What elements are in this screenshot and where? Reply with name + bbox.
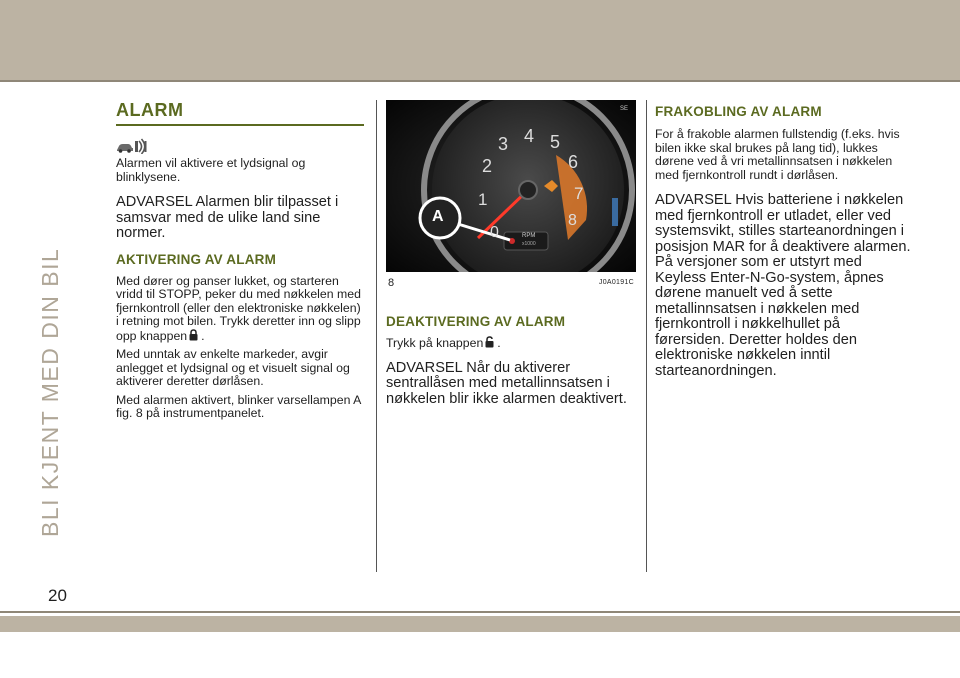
column-3 <box>655 100 911 379</box>
gauge-number-8: 8 <box>568 212 577 229</box>
gauge-number-2: 2 <box>482 156 493 176</box>
subheading-disconnect: FRAKOBLING AV ALARM <box>655 104 822 119</box>
subheading-deactivation: DEAKTIVERING AV ALARM <box>386 314 566 329</box>
car-alarm-icon <box>116 138 150 154</box>
gauge-number-4: 4 <box>524 126 535 146</box>
header-rule <box>0 80 960 82</box>
signal-text: Med unntak av enkelte markeder, avgir anlegget et lydsignal og et visuelt signal og aktiverer deretter dørlåsen. <box>116 347 350 388</box>
alarm-intro-text: Alarmen vil aktivere et lydsignal og blinklysene. <box>116 156 306 184</box>
gauge-number-7: 7 <box>574 184 584 203</box>
figure-code: J0A0191C <box>598 279 634 286</box>
deactivation-text-end: . <box>497 336 501 350</box>
footer-band <box>0 616 960 632</box>
gauge-number-1: 1 <box>478 190 488 209</box>
gauge-number-3: 3 <box>498 134 509 154</box>
rpm-label: RPM <box>522 233 536 239</box>
side-title <box>37 247 70 537</box>
callout-label-a: A <box>432 208 444 225</box>
lock-icon <box>189 329 198 341</box>
figure-number: 8 <box>388 277 395 289</box>
side-title-text: BLI KJENT MED DIN BIL <box>37 247 63 537</box>
gauge-number-0: 0 <box>490 224 499 241</box>
gauge-number-6: 6 <box>568 152 579 172</box>
figure-corner-label: SE <box>619 106 628 112</box>
deactivation-text <box>386 336 636 351</box>
column-divider-1 <box>376 100 377 572</box>
activation-text-main: Med dører og panser lukket, og starteren vridd til STOPP, peker du med nøkkelen med fjernkontroll (eller den elektroniske nøkkelen) i retning mot bilen. Trykk deretter inn og slipp opp knappen <box>116 273 361 343</box>
activation-text <box>116 275 364 344</box>
column-1 <box>116 100 364 421</box>
figure-caption <box>386 277 636 289</box>
instrument-panel-photo <box>386 100 636 272</box>
subheading-activation: AKTIVERING AV ALARM <box>116 251 277 267</box>
gauge-number-5: 5 <box>550 132 561 152</box>
unlock-icon <box>485 336 494 348</box>
warning-lamp-text: Med alarmen aktivert, blinker varsellampen A fig. 8 på instrumentpanelet. <box>116 392 361 420</box>
deactivation-warning-text: ADVARSEL Når du aktiverer sentrallåsen med metallinnsatsen i nøkkelen blir ikke alarmen deaktivert. <box>386 359 627 407</box>
disconnect-text: For å frakoble alarmen fullstendig (f.eks. hvis bilen ikke skal brukes på lang tid), lukkes dørene ved å vri metallinnsatsen i nøkkelen med fjernkontroll rundt i dørlåsen. <box>655 127 900 182</box>
header-band <box>0 0 960 80</box>
activation-text-end: . <box>201 328 205 343</box>
column-divider-2 <box>646 100 647 572</box>
column-2 <box>386 100 636 407</box>
disconnect-warning-text: ADVARSEL Hvis batteriene i nøkkelen med fjernkontroll er utladet, eller ved systemsvikt, stilles starteanordningen i posisjon MAR for å deaktivere alarmen. På versjoner som er utstyrt med Keyless Enter-N-Go-system, åpnes dørene manuelt ved å sette metallinnsatsen i nøkkelen med fjernkontroll i nøkkelhullet på førersiden. Deretter holdes den elektroniske nøkkelen inntil starteanordningen. <box>655 192 911 379</box>
page-number: 20 <box>48 586 67 605</box>
instrument-panel-illustration <box>386 100 636 272</box>
alarm-warning-text: ADVARSEL Alarmen blir tilpasset i samsvar med de ulike land sine normer. <box>116 194 339 241</box>
section-heading-alarm: ALARM <box>116 100 364 126</box>
rpm-unit: x1000 <box>522 241 536 247</box>
footer-rule <box>0 611 960 613</box>
deactivation-text-main: Trykk på knappen <box>386 336 484 350</box>
